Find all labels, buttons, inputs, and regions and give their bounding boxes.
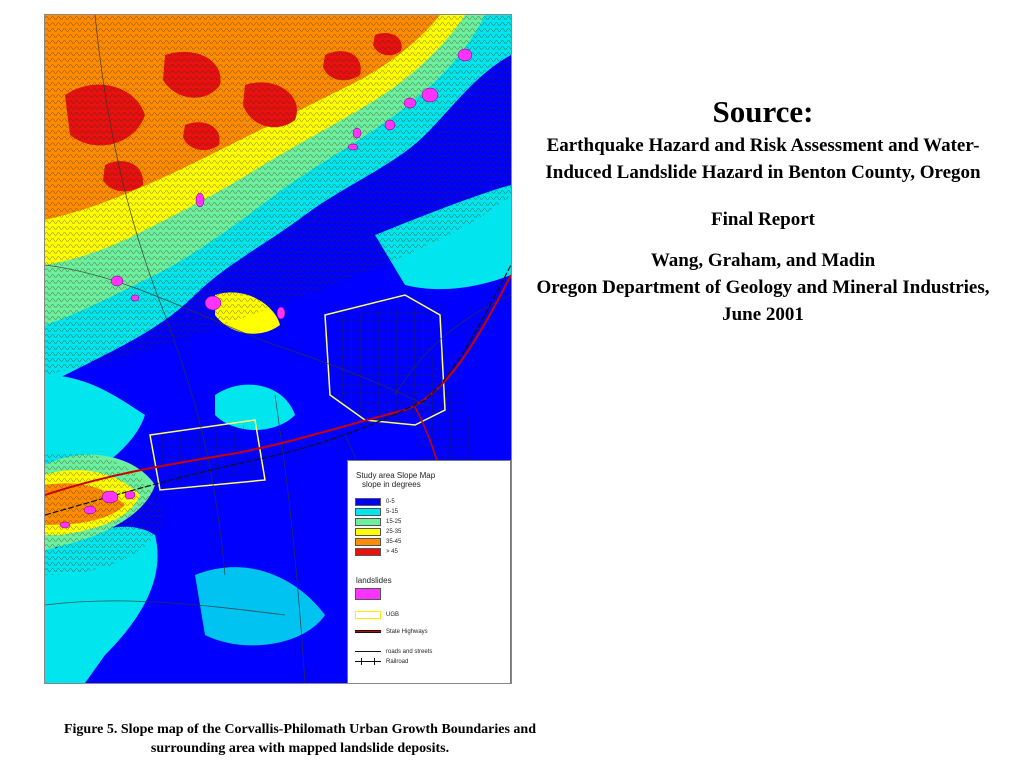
legend-item-landslides <box>355 588 381 600</box>
source-heading: Source: <box>712 94 814 129</box>
report-organization: Oregon Department of Geology and Mineral Industries, June 2001 <box>536 277 990 325</box>
legend-swatch <box>355 528 381 536</box>
legend-label: > 45 <box>386 548 398 555</box>
legend-label: roads and streets <box>386 648 433 655</box>
highway-line-symbol <box>355 630 381 633</box>
legend-label: 5-15 <box>386 508 399 515</box>
legend-landslides-title: landslides <box>356 576 392 585</box>
legend-swatch <box>355 548 381 556</box>
legend-item-slope-25-35 <box>355 527 401 536</box>
legend-subtitle: slope in degrees <box>362 480 421 489</box>
legend-item-railroad <box>355 657 408 666</box>
legend-label: 35-45 <box>386 538 402 545</box>
legend-swatch <box>355 538 381 546</box>
landslide-swatch <box>355 588 381 600</box>
legend-item-state-highways <box>355 627 428 636</box>
figure-caption <box>20 720 580 758</box>
legend-item-slope-5-15 <box>355 507 398 516</box>
legend-item-ugb <box>355 610 399 619</box>
legend-item-slope-15-25 <box>355 517 401 526</box>
legend-label: 15-25 <box>386 518 402 525</box>
ugb-swatch <box>355 611 381 619</box>
legend-item-slope-0-5 <box>355 497 395 506</box>
report-authors: Wang, Graham, and Madin <box>650 250 876 271</box>
slope-map <box>44 14 512 684</box>
legend-label: UGB <box>386 611 400 618</box>
source-report-title: Earthquake Hazard and Risk Assessment and Water-Induced Landslide Hazard in Benton County, Oregon <box>545 135 981 183</box>
railroad-line-symbol <box>355 661 381 662</box>
legend-swatch <box>355 498 381 506</box>
caption-line-2: surrounding area with mapped landslide deposits. <box>150 741 450 756</box>
legend-item-roads <box>355 647 432 656</box>
caption-line-1: Figure 5. Slope map of the Corvallis-Philomath Urban Growth Boundaries and <box>63 722 537 737</box>
road-line-symbol <box>355 651 381 652</box>
legend-label: Railroad <box>386 658 409 665</box>
legend-item-slope-gt-45 <box>355 547 398 556</box>
legend-label: 0-5 <box>386 498 395 505</box>
map-legend <box>347 460 511 684</box>
report-type: Final Report <box>711 209 815 230</box>
legend-swatch <box>355 508 381 516</box>
legend-label: State Highways <box>386 628 428 635</box>
legend-title: Study area Slope Map <box>356 471 436 480</box>
legend-item-slope-35-45 <box>355 537 401 546</box>
legend-swatch <box>355 518 381 526</box>
source-citation <box>532 92 994 328</box>
legend-label: 25-35 <box>386 528 402 535</box>
